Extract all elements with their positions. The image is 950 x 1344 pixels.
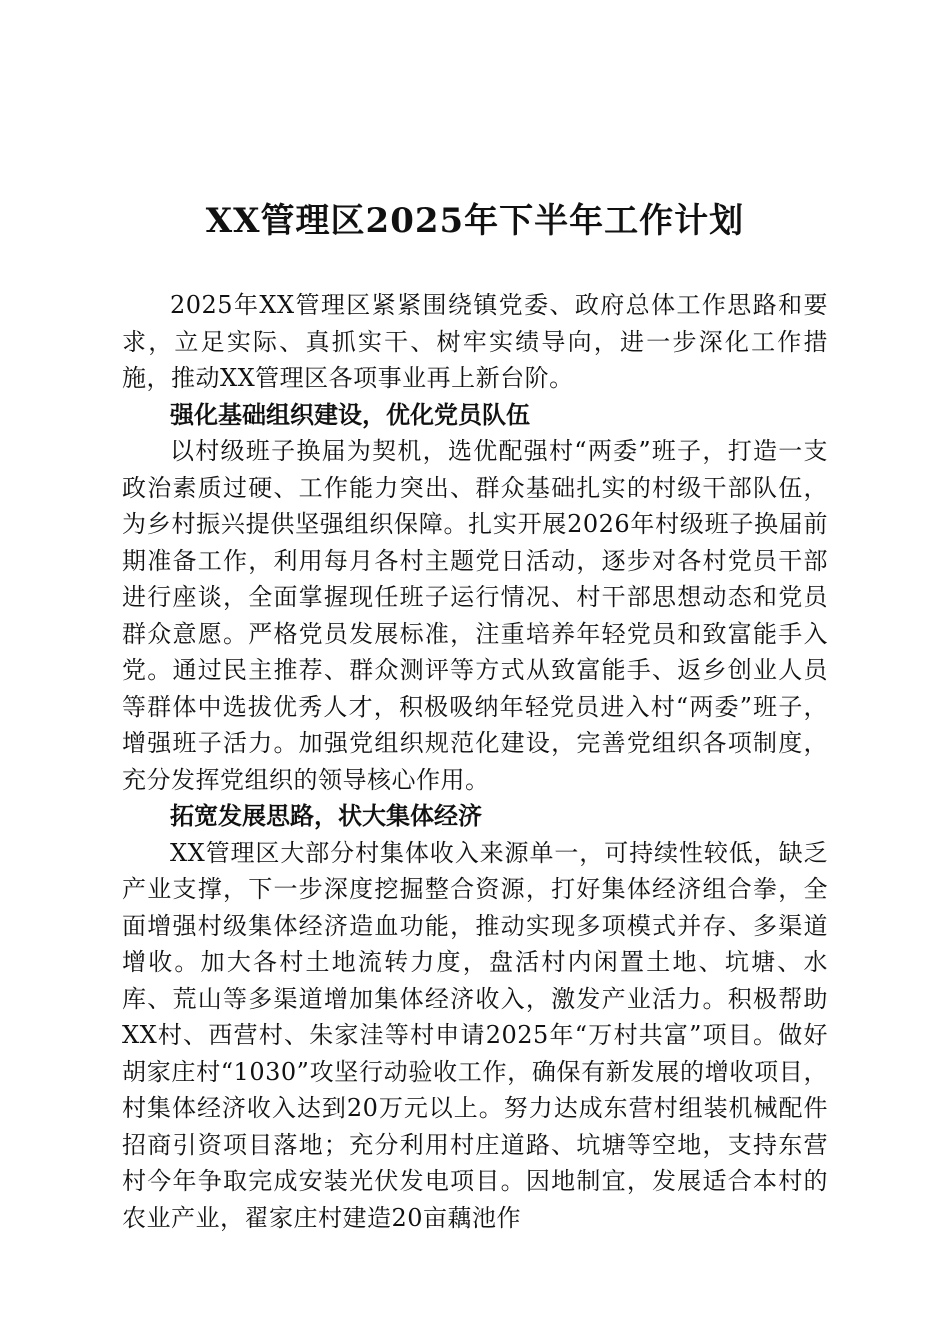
section-paragraph-party-building: 以村级班子换届为契机，选优配强村“两委”班子，打造一支政治素质过硬、工作能力突出、群众基础扎实的村级干部队伍，为乡村振兴提供坚强组织保障。扎实开展2026年村级班子换届前期准备工作，利用每月各村主题党日活动，逐步对各村党员干部进行座谈，全面掌握现任班子运行情况、村干部思想动态和党员群众意愿。严格党员发展标准，注重培养年轻党员和致富能手入党。通过民主推荐、群众测评等方式从致富能手、返乡创业人员等群体中选拔优秀人才，积极吸纳年轻党员进入村“两委”班子，增强班子活力。加强党组织规范化建设，完善党组织各项制度，充分发挥党组织的领导核心作用。 [122,437,828,794]
document-title: XX管理区2025年下半年工作计划 [205,201,745,241]
section-paragraph-collective-economy: XX管理区大部分村集体收入来源单一，可持续性较低，缺乏产业支撑，下一步深度挖掘整合资源，打好集体经济组合拳，全面增强村级集体经济造血功能，推动实现多项模式并存、多渠道增收。加大各村土地流转力度，盘活村内闲置土地、坑塘、水库、荒山等多渠道增加集体经济收入，激发产业活力。积极帮助XX村、西营村、朱家洼等村申请2025年“万村共富”项目。做好胡家庄村“1030”攻坚行动验收工作，确保有新发展的增收项目，村集体经济收入达到20万元以上。努力达成东营村组装机械配件招商引资项目落地；充分利用村庄道路、坑塘等空地，支持东营村今年争取完成安装光伏发电项目。因地制宜，发展适合本村的农业产业，翟家庄村建造20亩藕池作 [122,838,828,1232]
document-body [122,287,828,1236]
section-heading-party-building: 强化基础组织建设，优化党员队伍 [170,400,530,429]
intro-paragraph: 2025年XX管理区紧紧围绕镇党委、政府总体工作思路和要求，立足实际、真抓实干、树牢实绩导向，进一步深化工作措施，推动XX管理区各项事业再上新台阶。 [122,291,828,392]
section-heading-collective-economy: 拓宽发展思路，状大集体经济 [170,802,482,830]
